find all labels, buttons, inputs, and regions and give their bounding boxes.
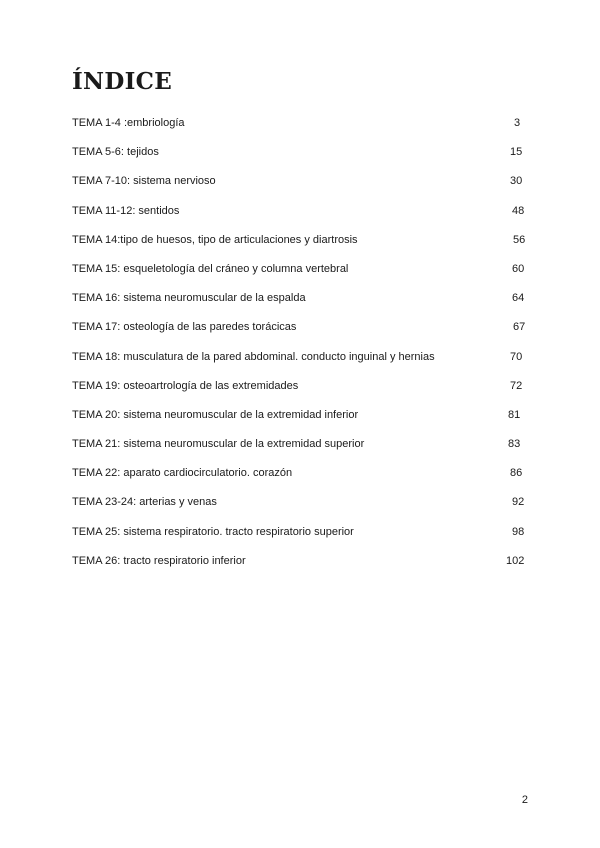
toc-entry-page: 86	[510, 467, 523, 480]
toc-entry-title: TEMA 18: musculatura de la pared abdominal. conducto inguinal y hernias	[72, 350, 435, 363]
toc-entry-title: TEMA 26: tracto respiratorio inferior	[72, 554, 246, 567]
toc-entry-page: 3	[514, 117, 521, 129]
toc-entry-title: TEMA 22: aparato cardiocirculatorio. corazón	[72, 467, 293, 480]
toc-entry-4[interactable]	[72, 201, 528, 230]
toc-entry-page: 67	[513, 321, 526, 334]
toc-entry-page: 56	[513, 233, 526, 246]
toc-entry-title: TEMA 17: osteología de las paredes torácicas	[72, 321, 297, 334]
toc-entry-1[interactable]	[72, 113, 528, 142]
toc-entry-15[interactable]	[72, 522, 528, 551]
toc-entry-title: TEMA 25: sistema respiratorio. tracto respiratorio superior	[72, 525, 354, 538]
toc-entry-title: TEMA 5-6: tejidos	[72, 146, 159, 159]
toc-entry-7[interactable]	[72, 288, 528, 317]
toc-entry-title: TEMA 16: sistema neuromuscular de la espalda	[72, 292, 306, 305]
toc-entry-title: TEMA 19: osteoartrología de las extremidades	[72, 379, 299, 392]
toc-entry-page: 98	[512, 525, 525, 538]
toc-entry-page: 15	[510, 146, 523, 159]
toc-entry-title: TEMA 23-24: arterias y venas	[72, 496, 217, 509]
toc-entry-title: TEMA 7-10: sistema nervioso	[72, 175, 216, 188]
toc-entry-title: TEMA 1-4 :embriología	[72, 117, 185, 129]
toc-entry-page: 83	[508, 438, 521, 451]
toc-entry-14[interactable]	[72, 492, 528, 521]
toc-entry-10[interactable]	[72, 376, 528, 405]
toc-entry-2[interactable]	[72, 142, 528, 171]
toc-entry-page: 92	[512, 496, 525, 509]
toc-entry-9[interactable]	[72, 347, 528, 376]
table-of-contents	[72, 113, 528, 580]
toc-entry-title: TEMA 21: sistema neuromuscular de la extremidad superior	[72, 438, 365, 451]
toc-entry-page: 48	[512, 204, 525, 217]
toc-entry-6[interactable]	[72, 259, 528, 288]
toc-entry-title: TEMA 11-12: sentidos	[72, 204, 180, 217]
toc-entry-page: 30	[510, 175, 523, 188]
toc-entry-page: 102	[506, 554, 525, 567]
toc-entry-page: 72	[510, 379, 523, 392]
toc-entry-11[interactable]	[72, 405, 528, 434]
toc-entry-5[interactable]	[72, 230, 528, 259]
toc-entry-16[interactable]	[72, 551, 528, 580]
toc-entry-8[interactable]	[72, 317, 528, 346]
toc-entry-title: TEMA 15: esqueletología del cráneo y columna vertebral	[72, 262, 349, 275]
page-title: ÍNDICE	[72, 68, 173, 95]
toc-entry-title: TEMA 20: sistema neuromuscular de la extremidad inferior	[72, 408, 359, 421]
toc-entry-3[interactable]	[72, 171, 528, 200]
toc-entry-page: 60	[512, 262, 525, 275]
toc-entry-page: 70	[510, 350, 523, 363]
toc-entry-13[interactable]	[72, 463, 528, 492]
toc-entry-page: 64	[512, 292, 525, 305]
toc-entry-page: 81	[508, 408, 521, 421]
toc-entry-12[interactable]	[72, 434, 528, 463]
page-number: 2	[521, 794, 528, 806]
toc-entry-title: TEMA 14:tipo de huesos, tipo de articulaciones y diartrosis	[72, 233, 358, 246]
